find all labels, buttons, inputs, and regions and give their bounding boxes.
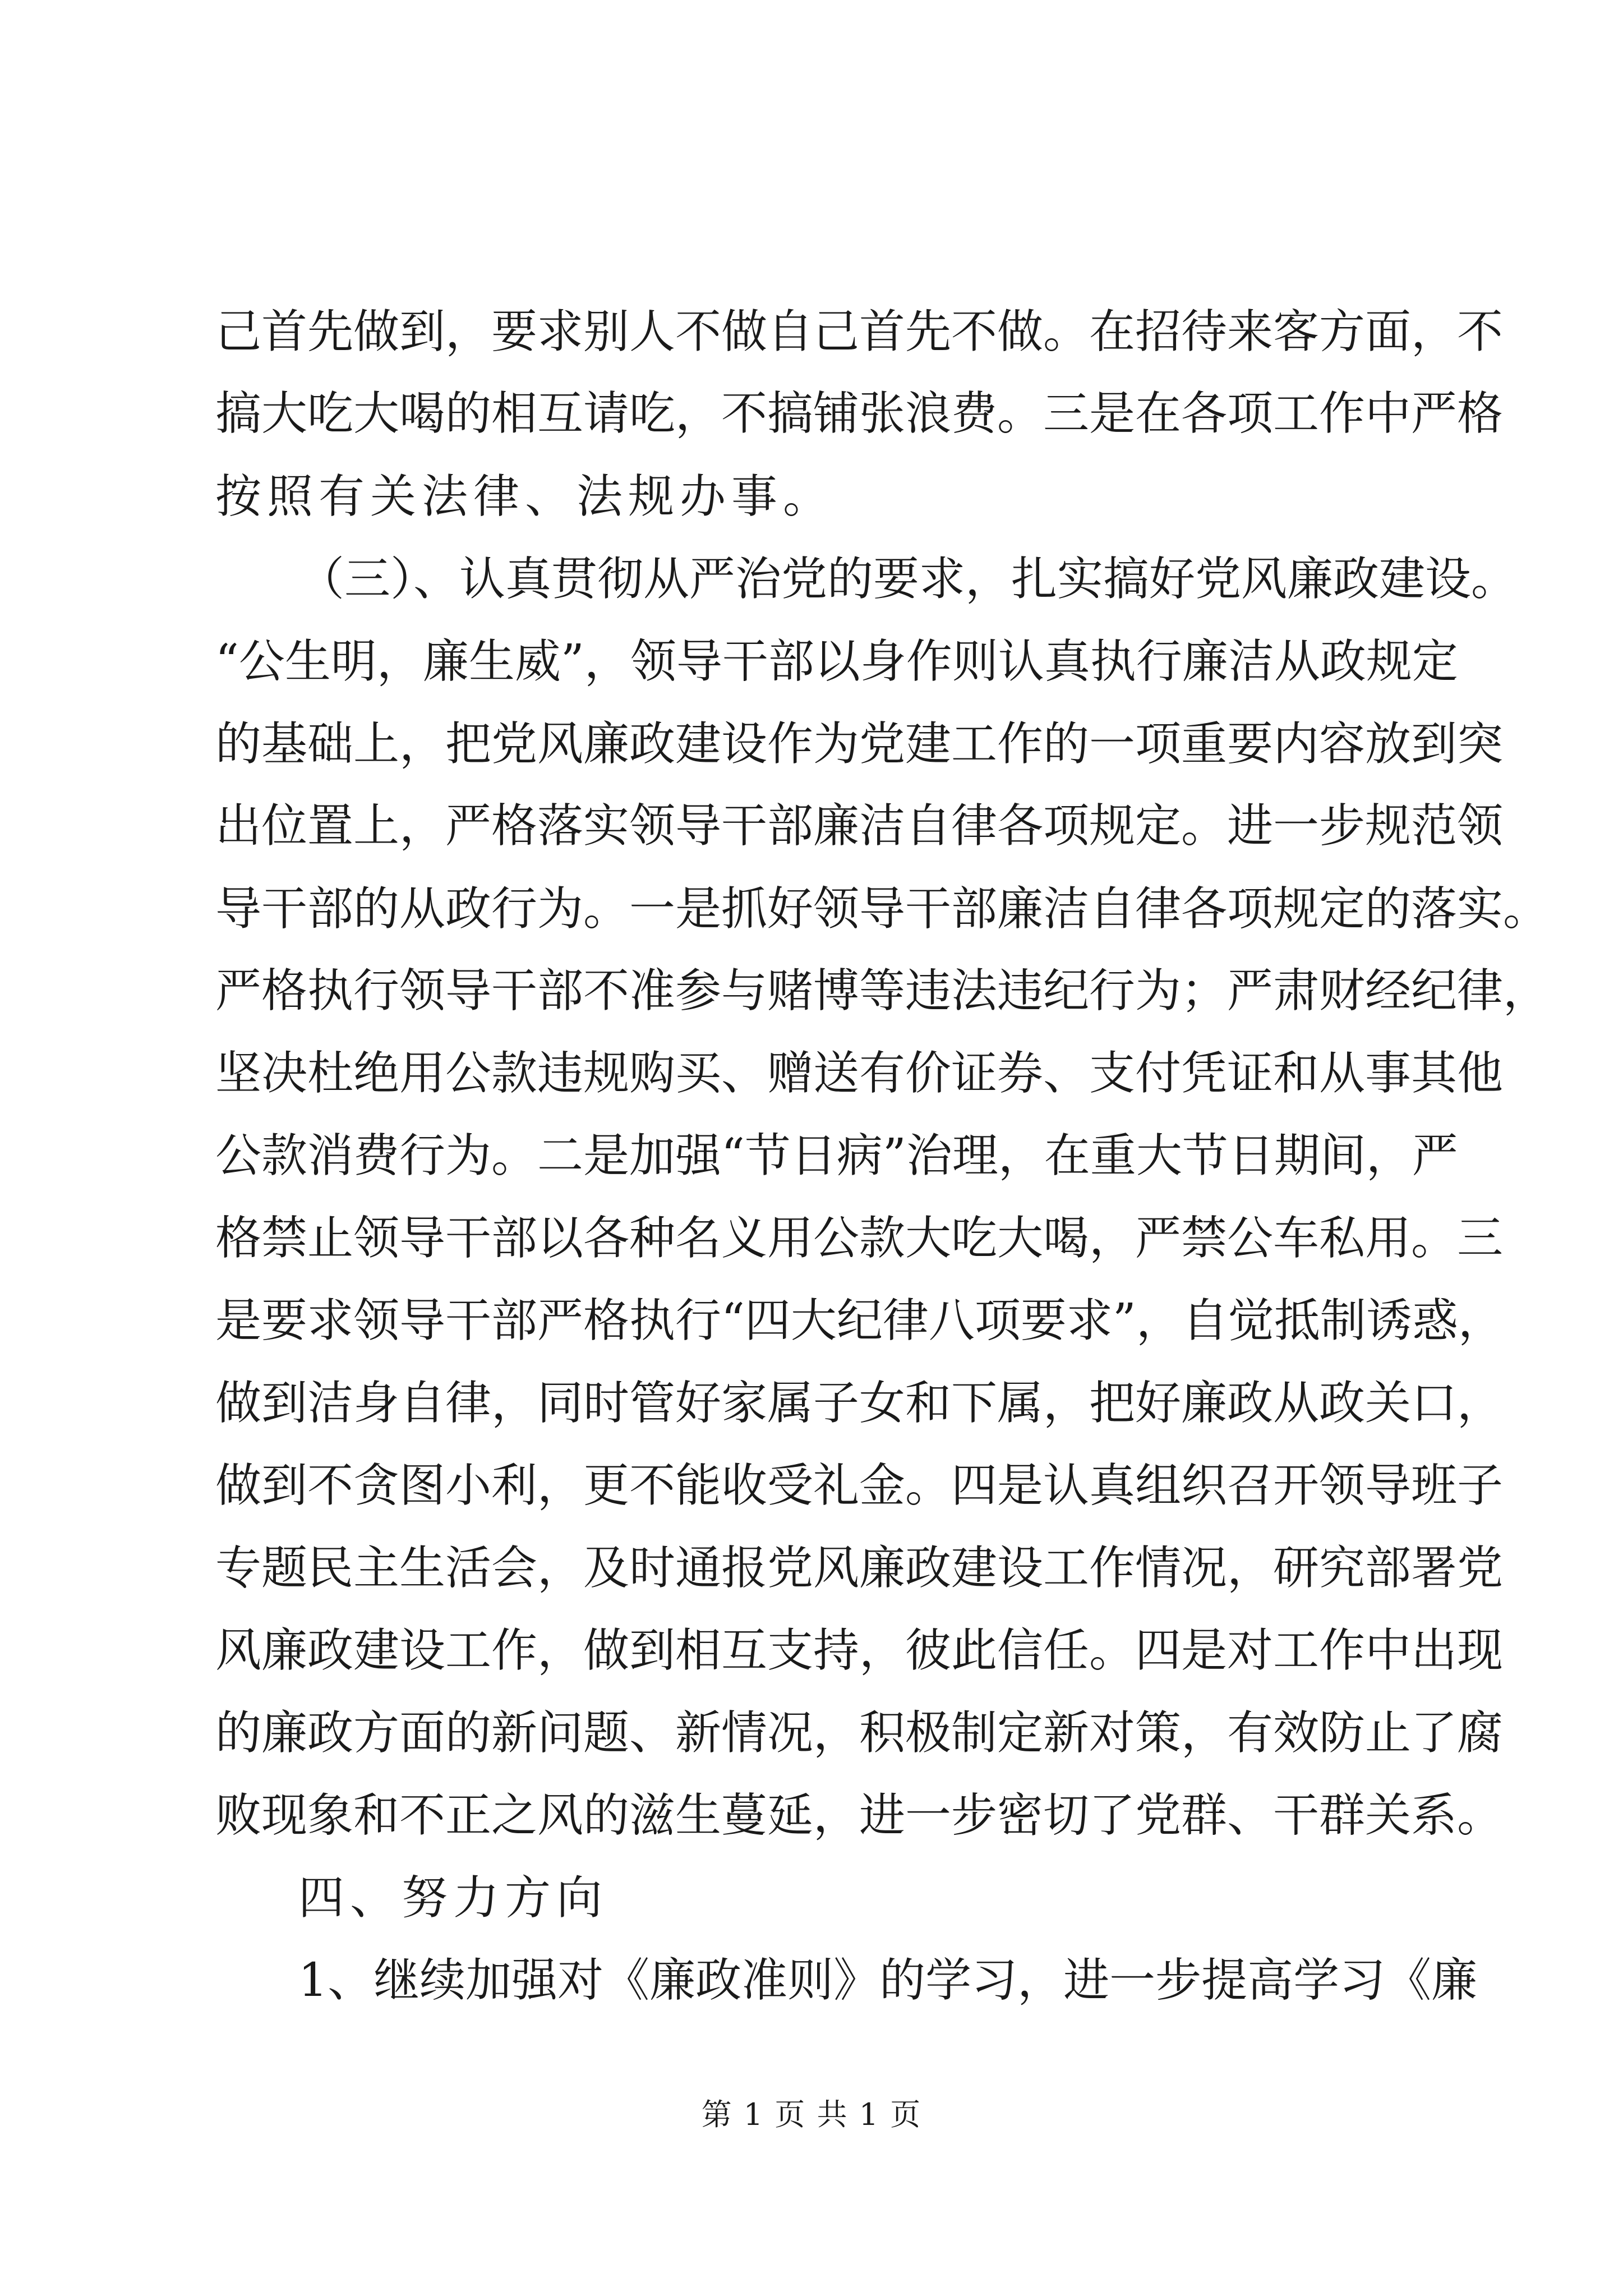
body-text-line: 坚决杜绝用公款违规购买、赠送有价证券、支付凭证和从事其他	[215, 1047, 1504, 1100]
body-text-line: 导干部的从政行为。一是抓好领导干部廉洁自律各项规定的落实。	[215, 882, 1550, 936]
body-text-line: 1、继续加强对《廉政准则》的学习，进一步提高学习《廉	[298, 1954, 1478, 2007]
body-text-line: 专题民主生活会，及时通报党风廉政建设工作情况，研究部署党	[215, 1542, 1504, 1595]
body-text-line: 风廉政建设工作，做到相互支持，彼此信任。四是对工作中出现	[215, 1624, 1504, 1677]
body-text-line: 是要求领导干部严格执行“四大纪律八项要求”，自觉抵制诱惑，	[215, 1294, 1504, 1347]
body-text-line: 出位置上，严格落实领导干部廉洁自律各项规定。进一步规范领	[215, 799, 1504, 853]
body-text-line: “公生明，廉生威”，领导干部以身作则认真执行廉洁从政规定	[215, 635, 1458, 688]
body-text-line: 做到不贪图小利，更不能收受礼金。四是认真组织召开领导班子	[215, 1459, 1504, 1512]
body-text-line: 败现象和不正之风的滋生蔓延，进一步密切了党群、干群关系。	[215, 1789, 1504, 1842]
body-text-line: 按照有关法律、法规办事。	[215, 470, 835, 523]
body-text-line: 格禁止领导干部以各种名义用公款大吃大喝，严禁公车私用。三	[215, 1212, 1504, 1265]
body-text-line: 己首先做到，要求别人不做自己首先不做。在招待来客方面，不	[215, 305, 1504, 358]
page-footer: 第 1 页 共 1 页	[701, 2097, 922, 2132]
body-text-line: 严格执行领导干部不准参与赌博等违法违纪行为；严肃财经纪律，	[215, 964, 1550, 1018]
body-text-line: 的廉政方面的新问题、新情况，积极制定新对策，有效防止了腐	[215, 1706, 1504, 1760]
section-heading: 四、努力方向	[298, 1871, 608, 1925]
body-text-line: 公款消费行为。二是加强“节日病”治理，在重大节日期间，严	[215, 1129, 1458, 1182]
body-text-line: 搞大吃大喝的相互请吃，不搞铺张浪费。三是在各项工作中严格	[215, 387, 1504, 440]
body-text-line: 做到洁身自律，同时管好家属子女和下属，把好廉政从政关口，	[215, 1377, 1504, 1430]
section-heading: （三）、认真贯彻从严治党的要求，扎实搞好党风廉政建设。	[298, 553, 1518, 606]
body-text-line: 的基础上，把党风廉政建设作为党建工作的一项重要内容放到突	[215, 717, 1504, 771]
